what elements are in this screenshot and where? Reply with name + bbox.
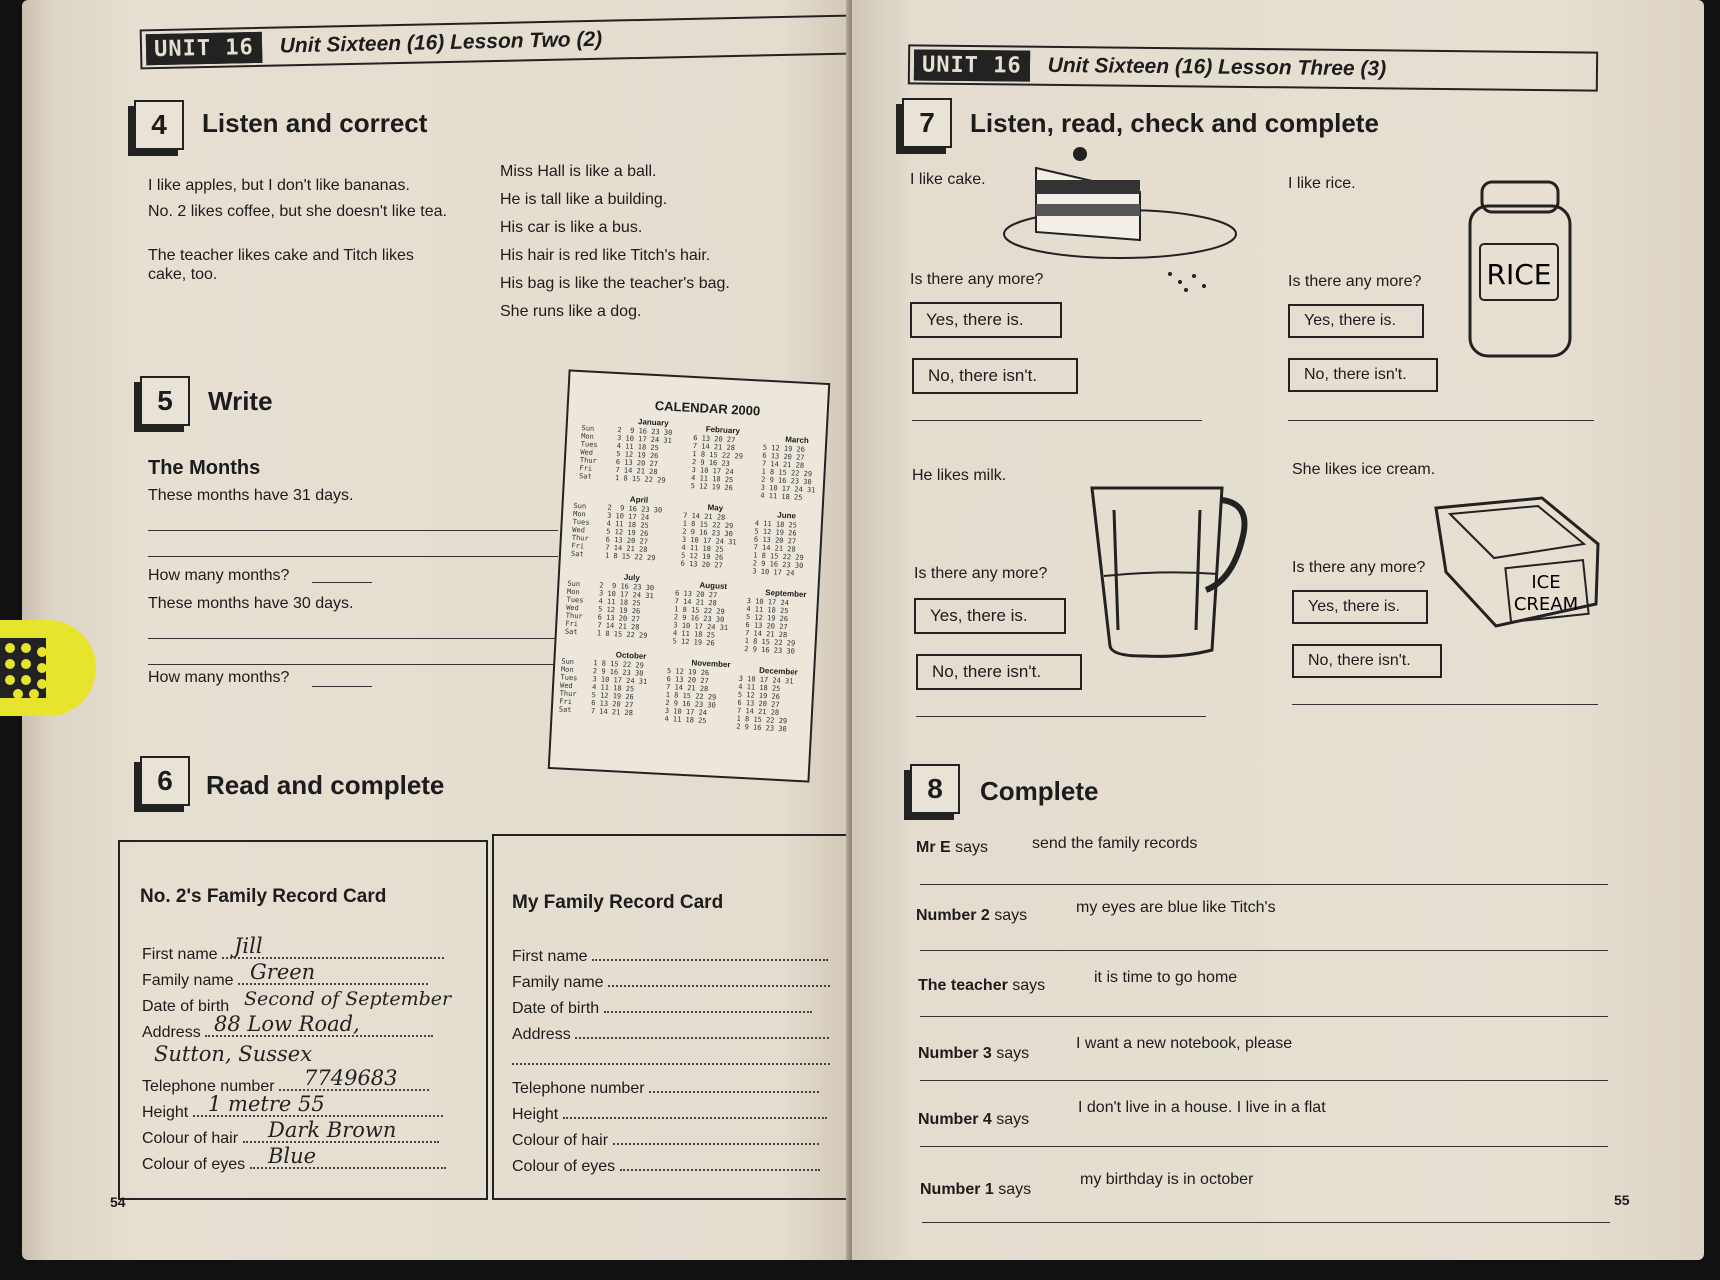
- calendar-month-days: 7 14 21 28 1 8 15 22 29 2 9 16 23 30 3 10 17 24 31 4 11 18 25 5 12 19 26 6 13 20 27: [680, 511, 737, 570]
- yes-option-box[interactable]: Yes, there is.: [1288, 304, 1424, 338]
- answer-line[interactable]: [1288, 420, 1594, 421]
- answer-line[interactable]: [148, 556, 558, 557]
- answer-line[interactable]: [920, 884, 1608, 885]
- field-label: Colour of hair: [142, 1130, 239, 1147]
- bookmark-clip: [0, 620, 96, 716]
- calendar-month-days: 6 13 20 27 7 14 21 28 1 8 15 22 29 2 9 16 23 30 3 10 17 24 31 4 11 18 25 5 12 19 26: [672, 589, 729, 648]
- left-page: [22, 0, 850, 1260]
- answer-line[interactable]: [920, 1146, 1608, 1147]
- header-title: Unit Sixteen (16) Lesson Two (2): [279, 27, 603, 58]
- ex5-line1: These months have 31 days.: [148, 487, 354, 504]
- unit-logo: UNIT 16: [146, 31, 262, 64]
- no-option-box[interactable]: No, there isn't.: [916, 654, 1082, 690]
- milk-jug-icon: [1082, 480, 1262, 660]
- handwritten-address-line1: 88 Low Road,: [214, 1012, 360, 1036]
- field-label: Address: [142, 1024, 201, 1041]
- count-answer-line[interactable]: [312, 582, 372, 583]
- field-label: Family name: [512, 974, 604, 991]
- field-label: Date of birth: [142, 998, 230, 1015]
- calendar-month-days: 6 13 20 27 7 14 21 28 1 8 15 22 29 2 9 16 23 3 10 17 24 4 11 18 25 5 12 19 26: [690, 434, 744, 493]
- answer-line[interactable]: [922, 1222, 1610, 1223]
- ex4-col1-line: I like apples, but I don't like bananas.: [148, 177, 410, 194]
- ex7-question: Is there any more?: [1288, 273, 1422, 290]
- exercise-4-number: 4: [134, 100, 184, 150]
- ex8-quote: I don't live in a house. I live in a flat: [1078, 1099, 1326, 1116]
- calendar-month-days: 1 8 15 22 29 2 9 16 23 30 3 10 17 24 31 4 11 18 25 5 12 19 26 6 13 20 27 7 14 21 28: [590, 659, 648, 718]
- answer-line[interactable]: [912, 420, 1202, 421]
- says-label: says: [1012, 977, 1046, 994]
- exercise-7-title: Listen, read, check and complete: [970, 108, 1379, 138]
- ex7-question: Is there any more?: [910, 271, 1044, 288]
- calendar-month-name: December: [758, 665, 799, 677]
- speaker: The teacher: [918, 977, 1008, 994]
- field-family-name[interactable]: [512, 974, 830, 992]
- field-first-name[interactable]: [512, 948, 828, 966]
- calendar-2000: [548, 369, 831, 782]
- right-header: [908, 44, 1598, 91]
- count-answer-line[interactable]: [312, 686, 372, 687]
- field-colour-of-hair[interactable]: [512, 1132, 819, 1150]
- ex7-question: Is there any more?: [1292, 559, 1426, 576]
- handwritten-telephone: 7749683: [304, 1066, 398, 1090]
- ex8-row: [916, 906, 1027, 925]
- field-label: First name: [142, 946, 218, 963]
- calendar-day-labels: Sun Mon Tues Wed Thur Fri Sat: [578, 424, 598, 481]
- exercise-6-title: Read and complete: [206, 770, 445, 800]
- calendar-month-name: April: [629, 494, 649, 505]
- ex7-statement: She likes ice cream.: [1292, 461, 1436, 478]
- field-colour-of-eyes[interactable]: [512, 1158, 820, 1176]
- exercise-4-title: Listen and correct: [202, 108, 428, 138]
- field-label: First name: [512, 948, 588, 965]
- answer-line[interactable]: [148, 664, 558, 665]
- calendar-month-days: 2 9 16 23 30 3 10 17 24 31 4 11 18 25 5 12 19 26 6 13 20 27 7 14 21 28 1 8 15 22 29: [614, 426, 673, 485]
- says-label: says: [998, 1181, 1032, 1198]
- ice-cream-label-1: ICE: [1531, 572, 1561, 593]
- calendar-month-days: 4 11 18 25 5 12 19 26 6 13 20 27 7 14 21 28 1 8 15 22 29 2 9 16 23 30 3 10 17 24: [752, 519, 804, 578]
- calendar-month-days: 3 10 17 24 4 11 18 25 5 12 19 26 6 13 20 27 7 14 21 28 1 8 15 22 29 2 9 16 23 30: [744, 597, 796, 656]
- calendar-month-days: 5 12 19 26 6 13 20 27 7 14 21 28 1 8 15 22 29 2 9 16 23 30 3 10 17 24 4 11 18 25: [664, 666, 717, 726]
- answer-line[interactable]: [920, 950, 1608, 951]
- ice-cream-tub-icon: [1432, 494, 1602, 634]
- speaker: Number 4: [918, 1111, 992, 1128]
- yes-option-box[interactable]: Yes, there is.: [914, 598, 1066, 634]
- says-label: says: [996, 1045, 1030, 1062]
- page-number: 55: [1614, 1192, 1630, 1208]
- rice-label: RICE: [1486, 258, 1552, 291]
- field-label: Address: [512, 1026, 571, 1043]
- handwritten-date-of-birth: Second of September: [244, 988, 452, 1010]
- calendar-month-days: 3 10 17 24 31 4 11 18 25 5 12 19 26 6 13 20 27 7 14 21 28 1 8 15 22 29 2 9 16 23 30: [735, 674, 794, 734]
- page-number: 54: [110, 1194, 126, 1210]
- card-title: No. 2's Family Record Card: [140, 886, 387, 907]
- field-label: Colour of eyes: [142, 1156, 246, 1173]
- exercise-5-title: Write: [208, 386, 273, 416]
- calendar-month-name: June: [777, 510, 797, 521]
- answer-line[interactable]: [920, 1016, 1608, 1017]
- calendar-day-labels: Sun Mon Tues Wed Thur Fri Sat: [564, 579, 584, 637]
- ex4-col1-line: No. 2 likes coffee, but she doesn't like tea.: [148, 203, 447, 220]
- ex7-statement: I like rice.: [1288, 175, 1356, 192]
- ex7-statement: He likes milk.: [912, 467, 1007, 484]
- handwritten-family-name: Green: [250, 960, 316, 984]
- ex4-col2-line: She runs like a dog.: [500, 303, 642, 320]
- field-telephone[interactable]: [512, 1080, 819, 1098]
- answer-line[interactable]: [916, 716, 1206, 717]
- field-label: Colour of eyes: [512, 1158, 616, 1175]
- says-label: says: [996, 1111, 1030, 1128]
- handwritten-address-line2: Sutton, Sussex: [154, 1042, 313, 1066]
- ex5-q2: How many months?: [148, 669, 290, 686]
- ex8-quote: my birthday is in october: [1080, 1171, 1254, 1188]
- calendar-day-labels: Sun Mon Tues Wed Thur Fri Sat: [558, 657, 578, 715]
- speaker: Number 1: [920, 1181, 994, 1198]
- field-height[interactable]: [512, 1106, 827, 1124]
- calendar-month-name: January: [637, 417, 669, 428]
- ex8-row: [918, 1044, 1029, 1063]
- calendar-month-name: August: [699, 580, 728, 592]
- answer-line[interactable]: [1292, 704, 1598, 705]
- ex4-col1-line: The teacher likes cake and Titch likes cake, too.: [148, 247, 414, 284]
- ex5-q1: How many months?: [148, 567, 290, 584]
- calendar-month-name: September: [765, 588, 807, 600]
- calendar-month-name: July: [623, 572, 641, 583]
- ex4-col2-line: He is tall like a building.: [500, 191, 668, 208]
- ex5-line2: These months have 30 days.: [148, 595, 354, 612]
- answer-line[interactable]: [148, 638, 558, 639]
- ex8-row: [918, 976, 1045, 995]
- field-label: Telephone number: [512, 1080, 645, 1097]
- ex8-quote: it is time to go home: [1094, 969, 1238, 986]
- ex8-quote: I want a new notebook, please: [1076, 1035, 1293, 1052]
- yes-option-box[interactable]: Yes, there is.: [1292, 590, 1428, 624]
- ex4-col2-line: His bag is like the teacher's bag.: [500, 275, 730, 292]
- no-option-box[interactable]: No, there isn't.: [912, 358, 1078, 394]
- exercise-5-number: 5: [140, 376, 190, 426]
- calendar-month-days: 2 9 16 23 30 3 10 17 24 4 11 18 25 5 12 19 26 6 13 20 27 7 14 21 28 1 8 15 22 29: [604, 503, 663, 563]
- rice-jar-icon: [1462, 180, 1578, 370]
- field-address-line2[interactable]: [512, 1052, 830, 1070]
- ex8-quote: my eyes are blue like Titch's: [1076, 899, 1276, 916]
- card-title: My Family Record Card: [512, 892, 724, 913]
- answer-line[interactable]: [920, 1080, 1608, 1081]
- calendar-month-name: February: [705, 424, 741, 436]
- field-label: Height: [512, 1106, 559, 1123]
- says-label: says: [955, 839, 989, 856]
- field-date-of-birth[interactable]: [512, 1000, 812, 1018]
- field-label: Height: [142, 1104, 189, 1121]
- ex7-question: Is there any more?: [914, 565, 1048, 582]
- ex8-quote: send the family records: [1032, 835, 1198, 852]
- handwritten-hair-colour: Dark Brown: [268, 1118, 397, 1142]
- family-record-card-no2: [118, 840, 488, 1200]
- calendar-month-name: May: [707, 502, 724, 513]
- answer-line[interactable]: [148, 530, 558, 531]
- left-header: [140, 15, 850, 70]
- ice-cream-label-2: CREAM: [1513, 594, 1579, 615]
- calendar-title: CALENDAR 2000: [654, 397, 761, 419]
- field-address[interactable]: [512, 1026, 829, 1044]
- exercise-6-number: 6: [140, 756, 190, 806]
- calendar-month-days: 2 9 16 23 30 3 10 17 24 31 4 11 18 25 5 12 19 26 6 13 20 27 7 14 21 28 1 8 15 22 29: [596, 581, 655, 640]
- exercise-7-number: 7: [902, 98, 952, 148]
- speaker: Mr E: [916, 839, 951, 856]
- bookmark-dots-icon: [0, 620, 96, 716]
- ex8-row: [918, 1110, 1029, 1129]
- field-label: Telephone number: [142, 1078, 275, 1095]
- ex5-subtitle: The Months: [148, 457, 261, 479]
- ex4-col2-line: His car is like a bus.: [500, 219, 643, 236]
- calendar-month-name: October: [615, 650, 647, 661]
- calendar-month-name: March: [785, 434, 810, 446]
- ex8-row: [920, 1180, 1031, 1199]
- speaker: Number 2: [916, 907, 990, 924]
- handwritten-height: 1 metre 55: [208, 1092, 325, 1116]
- field-label: Date of birth: [512, 1000, 600, 1017]
- my-family-record-card: [492, 834, 848, 1200]
- ex4-col2-line: His hair is red like Titch's hair.: [500, 247, 711, 264]
- header-title: Unit Sixteen (16) Lesson Three (3): [1047, 53, 1387, 81]
- calendar-month-days: 5 12 19 26 6 13 20 27 7 14 21 28 1 8 15 22 29 2 9 16 23 30 3 10 17 24 31 4 11 18 25: [760, 443, 816, 502]
- no-option-box[interactable]: No, there isn't.: [1292, 644, 1442, 678]
- speaker: Number 3: [918, 1045, 992, 1062]
- ex8-row: [916, 838, 988, 857]
- no-option-box[interactable]: No, there isn't.: [1288, 358, 1438, 392]
- unit-logo: UNIT 16: [914, 49, 1030, 81]
- handwritten-first-name: Jill: [234, 934, 263, 958]
- field-label: Colour of hair: [512, 1132, 609, 1149]
- calendar-day-labels: Sun Mon Tues Wed Thur Fri Sat: [570, 501, 590, 559]
- calendar-month-name: November: [691, 658, 731, 670]
- right-page: [852, 0, 1704, 1260]
- ex4-col2-line: Miss Hall is like a ball.: [500, 163, 657, 180]
- ex7-statement: I like cake.: [910, 171, 986, 188]
- exercise-8-title: Complete: [980, 776, 1099, 806]
- yes-option-box[interactable]: Yes, there is.: [910, 302, 1062, 338]
- exercise-8-number: 8: [910, 764, 960, 814]
- field-label: Family name: [142, 972, 234, 989]
- handwritten-eye-colour: Blue: [268, 1144, 317, 1168]
- says-label: says: [994, 907, 1028, 924]
